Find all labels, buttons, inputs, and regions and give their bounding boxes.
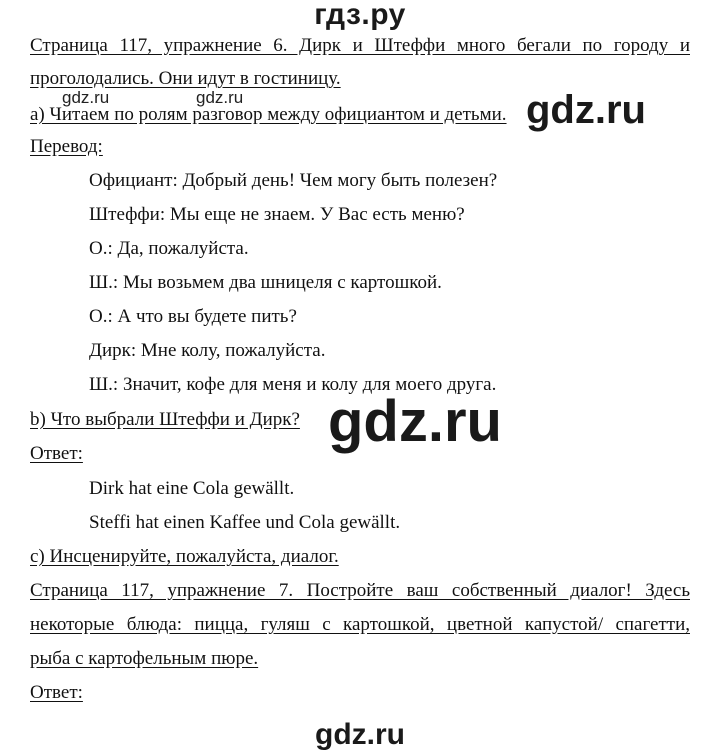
- task-c: c) Инсценируйте, пожалуйста, диалог.: [30, 546, 339, 567]
- answer-line: Dirk hat eine Cola gewällt.: [89, 478, 295, 499]
- watermark-mid: gdz.ru: [526, 88, 646, 132]
- exercise-7-heading-line-2: некоторые блюда: пицца, гуляш с картошкой, цветной капустой/ спагетти,: [30, 614, 690, 635]
- dialog-line: О.: Да, пожалуйста.: [89, 238, 249, 259]
- site-watermark-top: гдз.ру: [314, 0, 406, 31]
- answer-label: Ответ:: [30, 443, 83, 464]
- site-watermark-bottom: gdz.ru: [315, 718, 405, 751]
- dialog-line: Ш.: Мы возьмем два шницеля с картошкой.: [89, 272, 442, 293]
- answer-label-ex7: Ответ:: [30, 682, 83, 703]
- exercise-7-heading-line-1: Страница 117, упражнение 7. Постройте ваш собственный диалог! Здесь: [30, 580, 690, 601]
- dialog-line: Дирк: Мне колу, пожалуйста.: [89, 340, 326, 361]
- exercise-7-heading-line-3: рыба с картофельным пюре.: [30, 648, 259, 669]
- exercise-6-heading-line-1: Страница 117, упражнение 6. Дирк и Штеффи много бегали по городу и: [30, 35, 690, 56]
- translation-label: Перевод:: [30, 136, 103, 157]
- dialog-line: Штеффи: Мы еще не знаем. У Вас есть меню?: [89, 204, 465, 225]
- exercise-6-heading-line-2: проголодались. Они идут в гостиницу.: [30, 68, 341, 89]
- task-a: а) Читаем по ролям разговор между официантом и детьми.: [30, 104, 507, 125]
- dialog-line: Ш.: Значит, кофе для меня и колу для моего друга.: [89, 374, 497, 395]
- dialog-line: Официант: Добрый день! Чем могу быть полезен?: [89, 170, 498, 191]
- watermark-big: gdz.ru: [328, 389, 502, 454]
- small-watermark-1: gdz.ru: [62, 88, 110, 107]
- answer-line: Steffi hat einen Kaffee und Cola gewällt.: [89, 512, 401, 533]
- task-b: b) Что выбрали Штеффи и Дирк?: [30, 409, 300, 430]
- small-watermark-2: gdz.ru: [196, 88, 244, 107]
- dialog-line: О.: А что вы будете пить?: [89, 306, 297, 327]
